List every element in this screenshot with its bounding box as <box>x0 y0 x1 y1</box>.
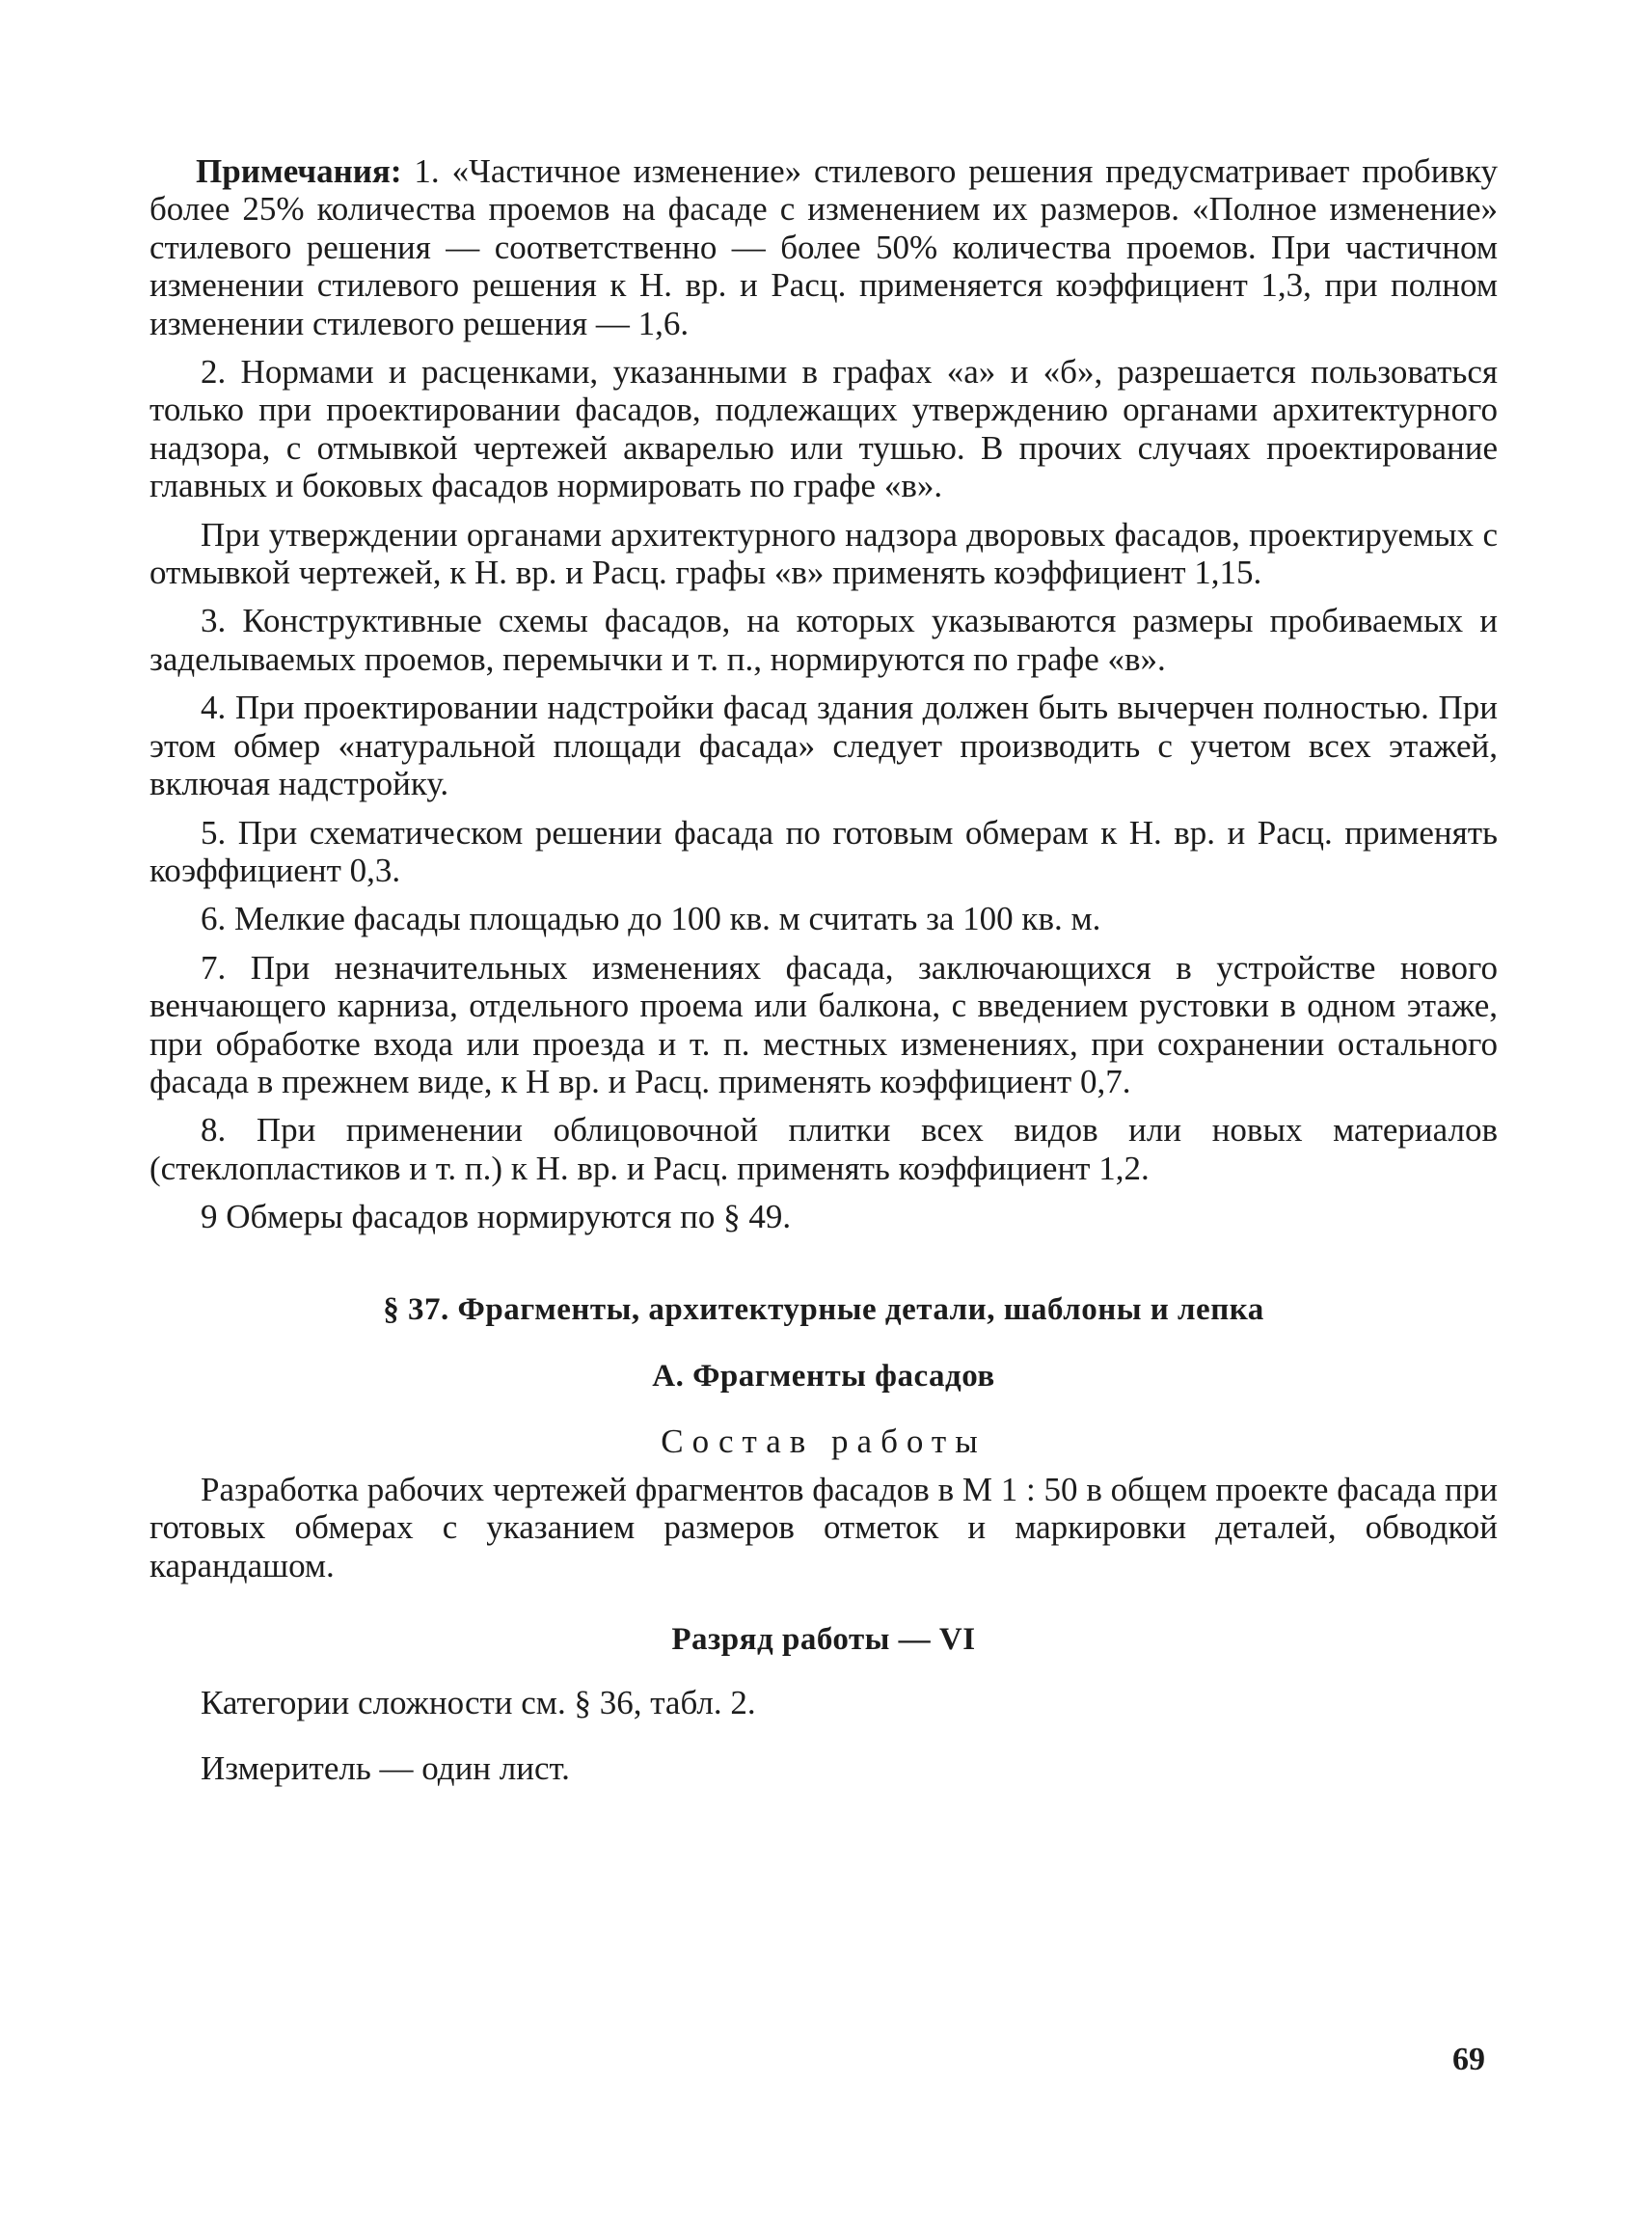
note-3: 3. Конструктивные схемы фасадов, на которых указываются размеры пробиваемых и заделываемых проемов, перемычки и т. п., нормируются по графе «в». <box>149 602 1498 678</box>
categories-text: Категории сложности см. § 36, табл. 2. <box>201 1684 756 1722</box>
note-2: 2. Нормами и расценками, указанными в графах «а» и «б», разрешается пользоваться только при проектировании фасадов, подлежащих утверждению органами архитектурного надзора, с отмывкой чертежей акварелью или тушью. В прочих случаях проектирование главных и боковых фасадов нормировать по графе «в». <box>149 353 1498 505</box>
note-8: 8. При применении облицовочной плитки всех видов или новых материалов (стеклопластиков и т. п.) к Н. вр. и Расц. применять коэффициент 1,2. <box>149 1111 1498 1187</box>
page-number: 69 <box>1452 2042 1485 2077</box>
note-6: 6. Мелкие фасады площадью до 100 кв. м считать за 100 кв. м. <box>201 900 1101 938</box>
measure-text: Измеритель — один лист. <box>201 1748 570 1787</box>
razryad-heading: Разряд работы — VI <box>671 1622 976 1657</box>
note-1 <box>149 152 1498 342</box>
notes-label: Примечания: <box>196 152 402 190</box>
note-9: 9 Обмеры фасадов нормируются по § 49. <box>201 1198 792 1236</box>
text-body <box>149 152 1498 1798</box>
section-title: § 37. Фрагменты, архитектурные детали, шаблоны и лепка <box>383 1291 1264 1327</box>
note-4: 4. При проектировании надстройки фасад здания должен быть вычерчен полностью. При этом обмер «натуральной площади фасада» следует производить с учетом всех этажей, включая надстройку. <box>149 689 1498 803</box>
sostav-heading: Состав работы <box>661 1422 987 1461</box>
note-7: 7. При незначительных изменениях фасада, заключающихся в устройстве нового венчающего карниза, отдельного проема или балкона, с введением рустовки в одном этаже, при обработке входа или проезда и т. п. местных изменениях, при сохранении остального фасада в прежнем виде, к Н вр. и Расц. применять коэффициент 0,7. <box>149 948 1498 1100</box>
note-1-text: 1. «Частичное изменение» стилевого решения предусматривает пробивку более 25% количества проемов на фасаде с изменением их размеров. «Полное изменение» стилевого решения — соответственно — более 50% количества проемов. При частичном изменении стилевого решения к Н. вр. и Расц. применяется коэффициент 1,3, при полном изменении стилевого решения — 1,6. <box>149 152 1498 342</box>
sostav-text: Разработка рабочих чертежей фрагментов фасадов в М 1 : 50 в общем проекте фасада при готовых обмерах с указанием размеров отметок и маркировки деталей, обводкой карандашом. <box>149 1470 1498 1584</box>
note-2-continuation: При утверждении органами архитектурного надзора дворовых фасадов, проектируемых с отмывкой чертежей, к Н. вр. и Расц. графы «в» применять коэффициент 1,15. <box>149 515 1498 592</box>
note-5: 5. При схематическом решении фасада по готовым обмерам к Н. вр. и Расц. применять коэффициент 0,3. <box>149 813 1498 889</box>
section-subtitle: А. Фрагменты фасадов <box>652 1358 995 1394</box>
